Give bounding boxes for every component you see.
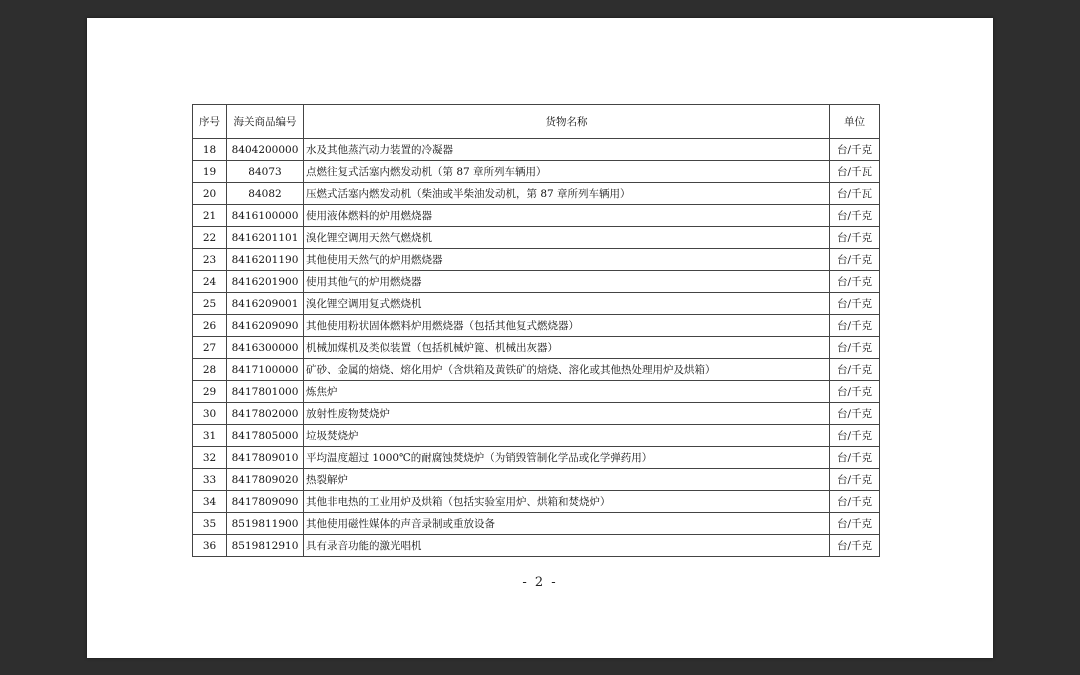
row-goods-name: 其他使用天然气的炉用燃烧器 [304, 249, 830, 271]
row-index: 32 [193, 447, 227, 469]
row-unit: 台/千克 [830, 513, 880, 535]
row-goods-name: 点燃往复式活塞内燃发动机（第 87 章所列车辆用） [304, 161, 830, 183]
table-row [193, 491, 880, 513]
row-index: 26 [193, 315, 227, 337]
goods-table [192, 104, 880, 557]
row-goods-name: 放射性废物焚烧炉 [304, 403, 830, 425]
row-index: 18 [193, 139, 227, 161]
row-goods-name: 压燃式活塞内燃发动机（柴油或半柴油发动机，第 87 章所列车辆用） [304, 183, 830, 205]
row-customs-code: 8417100000 [227, 359, 304, 381]
row-customs-code: 8417809010 [227, 447, 304, 469]
row-goods-name: 其他使用磁性媒体的声音录制或重放设备 [304, 513, 830, 535]
document-page [87, 18, 993, 658]
row-goods-name: 平均温度超过 1000℃的耐腐蚀焚烧炉（为销毁管制化学品或化学弹药用） [304, 447, 830, 469]
row-unit: 台/千克 [830, 205, 880, 227]
row-goods-name: 溴化锂空调用复式燃烧机 [304, 293, 830, 315]
row-customs-code: 8519811900 [227, 513, 304, 535]
row-customs-code: 8416209090 [227, 315, 304, 337]
table-row [193, 315, 880, 337]
header-customs-code: 海关商品编号 [227, 105, 304, 139]
table-row [193, 381, 880, 403]
header-unit: 单位 [830, 105, 880, 139]
row-index: 31 [193, 425, 227, 447]
row-unit: 台/千克 [830, 381, 880, 403]
table-row [193, 139, 880, 161]
table-row [193, 271, 880, 293]
row-index: 20 [193, 183, 227, 205]
table-row [193, 183, 880, 205]
row-customs-code: 8404200000 [227, 139, 304, 161]
row-customs-code: 84073 [227, 161, 304, 183]
table-row [193, 337, 880, 359]
table-header-row [193, 105, 880, 139]
table-row [193, 359, 880, 381]
row-unit: 台/千克 [830, 139, 880, 161]
row-customs-code: 8417809090 [227, 491, 304, 513]
row-index: 27 [193, 337, 227, 359]
row-goods-name: 热裂解炉 [304, 469, 830, 491]
row-index: 34 [193, 491, 227, 513]
row-goods-name: 溴化锂空调用天然气燃烧机 [304, 227, 830, 249]
row-goods-name: 其他使用粉状固体燃料炉用燃烧器（包括其他复式燃烧器） [304, 315, 830, 337]
page-number: - 2 - [522, 575, 558, 590]
table-row [193, 293, 880, 315]
row-unit: 台/千克 [830, 337, 880, 359]
row-goods-name: 具有录音功能的激光唱机 [304, 535, 830, 557]
row-goods-name: 使用其他气的炉用燃烧器 [304, 271, 830, 293]
table-row [193, 249, 880, 271]
row-index: 33 [193, 469, 227, 491]
row-customs-code: 8417809020 [227, 469, 304, 491]
row-unit: 台/千瓦 [830, 183, 880, 205]
row-unit: 台/千克 [830, 293, 880, 315]
row-customs-code: 8416300000 [227, 337, 304, 359]
row-index: 22 [193, 227, 227, 249]
table-row [193, 205, 880, 227]
row-unit: 台/千克 [830, 469, 880, 491]
row-index: 23 [193, 249, 227, 271]
row-index: 19 [193, 161, 227, 183]
table-row [193, 403, 880, 425]
row-index: 30 [193, 403, 227, 425]
row-goods-name: 机械加煤机及类似装置（包括机械炉篦、机械出灰器） [304, 337, 830, 359]
row-unit: 台/千克 [830, 447, 880, 469]
row-unit: 台/千瓦 [830, 161, 880, 183]
row-unit: 台/千克 [830, 403, 880, 425]
row-unit: 台/千克 [830, 315, 880, 337]
table-row [193, 469, 880, 491]
row-goods-name: 矿砂、金属的焙烧、熔化用炉（含烘箱及黄铁矿的焙烧、溶化或其他热处理用炉及烘箱） [304, 359, 830, 381]
table-row [193, 425, 880, 447]
row-goods-name: 垃圾焚烧炉 [304, 425, 830, 447]
table-row [193, 227, 880, 249]
row-unit: 台/千克 [830, 359, 880, 381]
row-customs-code: 8417801000 [227, 381, 304, 403]
row-unit: 台/千克 [830, 425, 880, 447]
row-customs-code: 8416201101 [227, 227, 304, 249]
row-goods-name: 其他非电热的工业用炉及烘箱（包括实验室用炉、烘箱和焚烧炉） [304, 491, 830, 513]
row-goods-name: 水及其他蒸汽动力装置的冷凝器 [304, 139, 830, 161]
table-row [193, 161, 880, 183]
row-index: 28 [193, 359, 227, 381]
row-customs-code: 8416100000 [227, 205, 304, 227]
row-index: 36 [193, 535, 227, 557]
table-row [193, 513, 880, 535]
row-customs-code: 8416201190 [227, 249, 304, 271]
row-index: 24 [193, 271, 227, 293]
row-index: 21 [193, 205, 227, 227]
row-unit: 台/千克 [830, 491, 880, 513]
row-unit: 台/千克 [830, 271, 880, 293]
row-customs-code: 8417805000 [227, 425, 304, 447]
row-goods-name: 使用液体燃料的炉用燃烧器 [304, 205, 830, 227]
row-customs-code: 8519812910 [227, 535, 304, 557]
row-unit: 台/千克 [830, 535, 880, 557]
row-customs-code: 8417802000 [227, 403, 304, 425]
row-goods-name: 炼焦炉 [304, 381, 830, 403]
row-unit: 台/千克 [830, 249, 880, 271]
row-customs-code: 8416209001 [227, 293, 304, 315]
row-unit: 台/千克 [830, 227, 880, 249]
row-customs-code: 84082 [227, 183, 304, 205]
row-index: 35 [193, 513, 227, 535]
table-row [193, 447, 880, 469]
row-index: 25 [193, 293, 227, 315]
header-goods-name: 货物名称 [304, 105, 830, 139]
row-index: 29 [193, 381, 227, 403]
row-customs-code: 8416201900 [227, 271, 304, 293]
table-row [193, 535, 880, 557]
header-index: 序号 [193, 105, 227, 139]
